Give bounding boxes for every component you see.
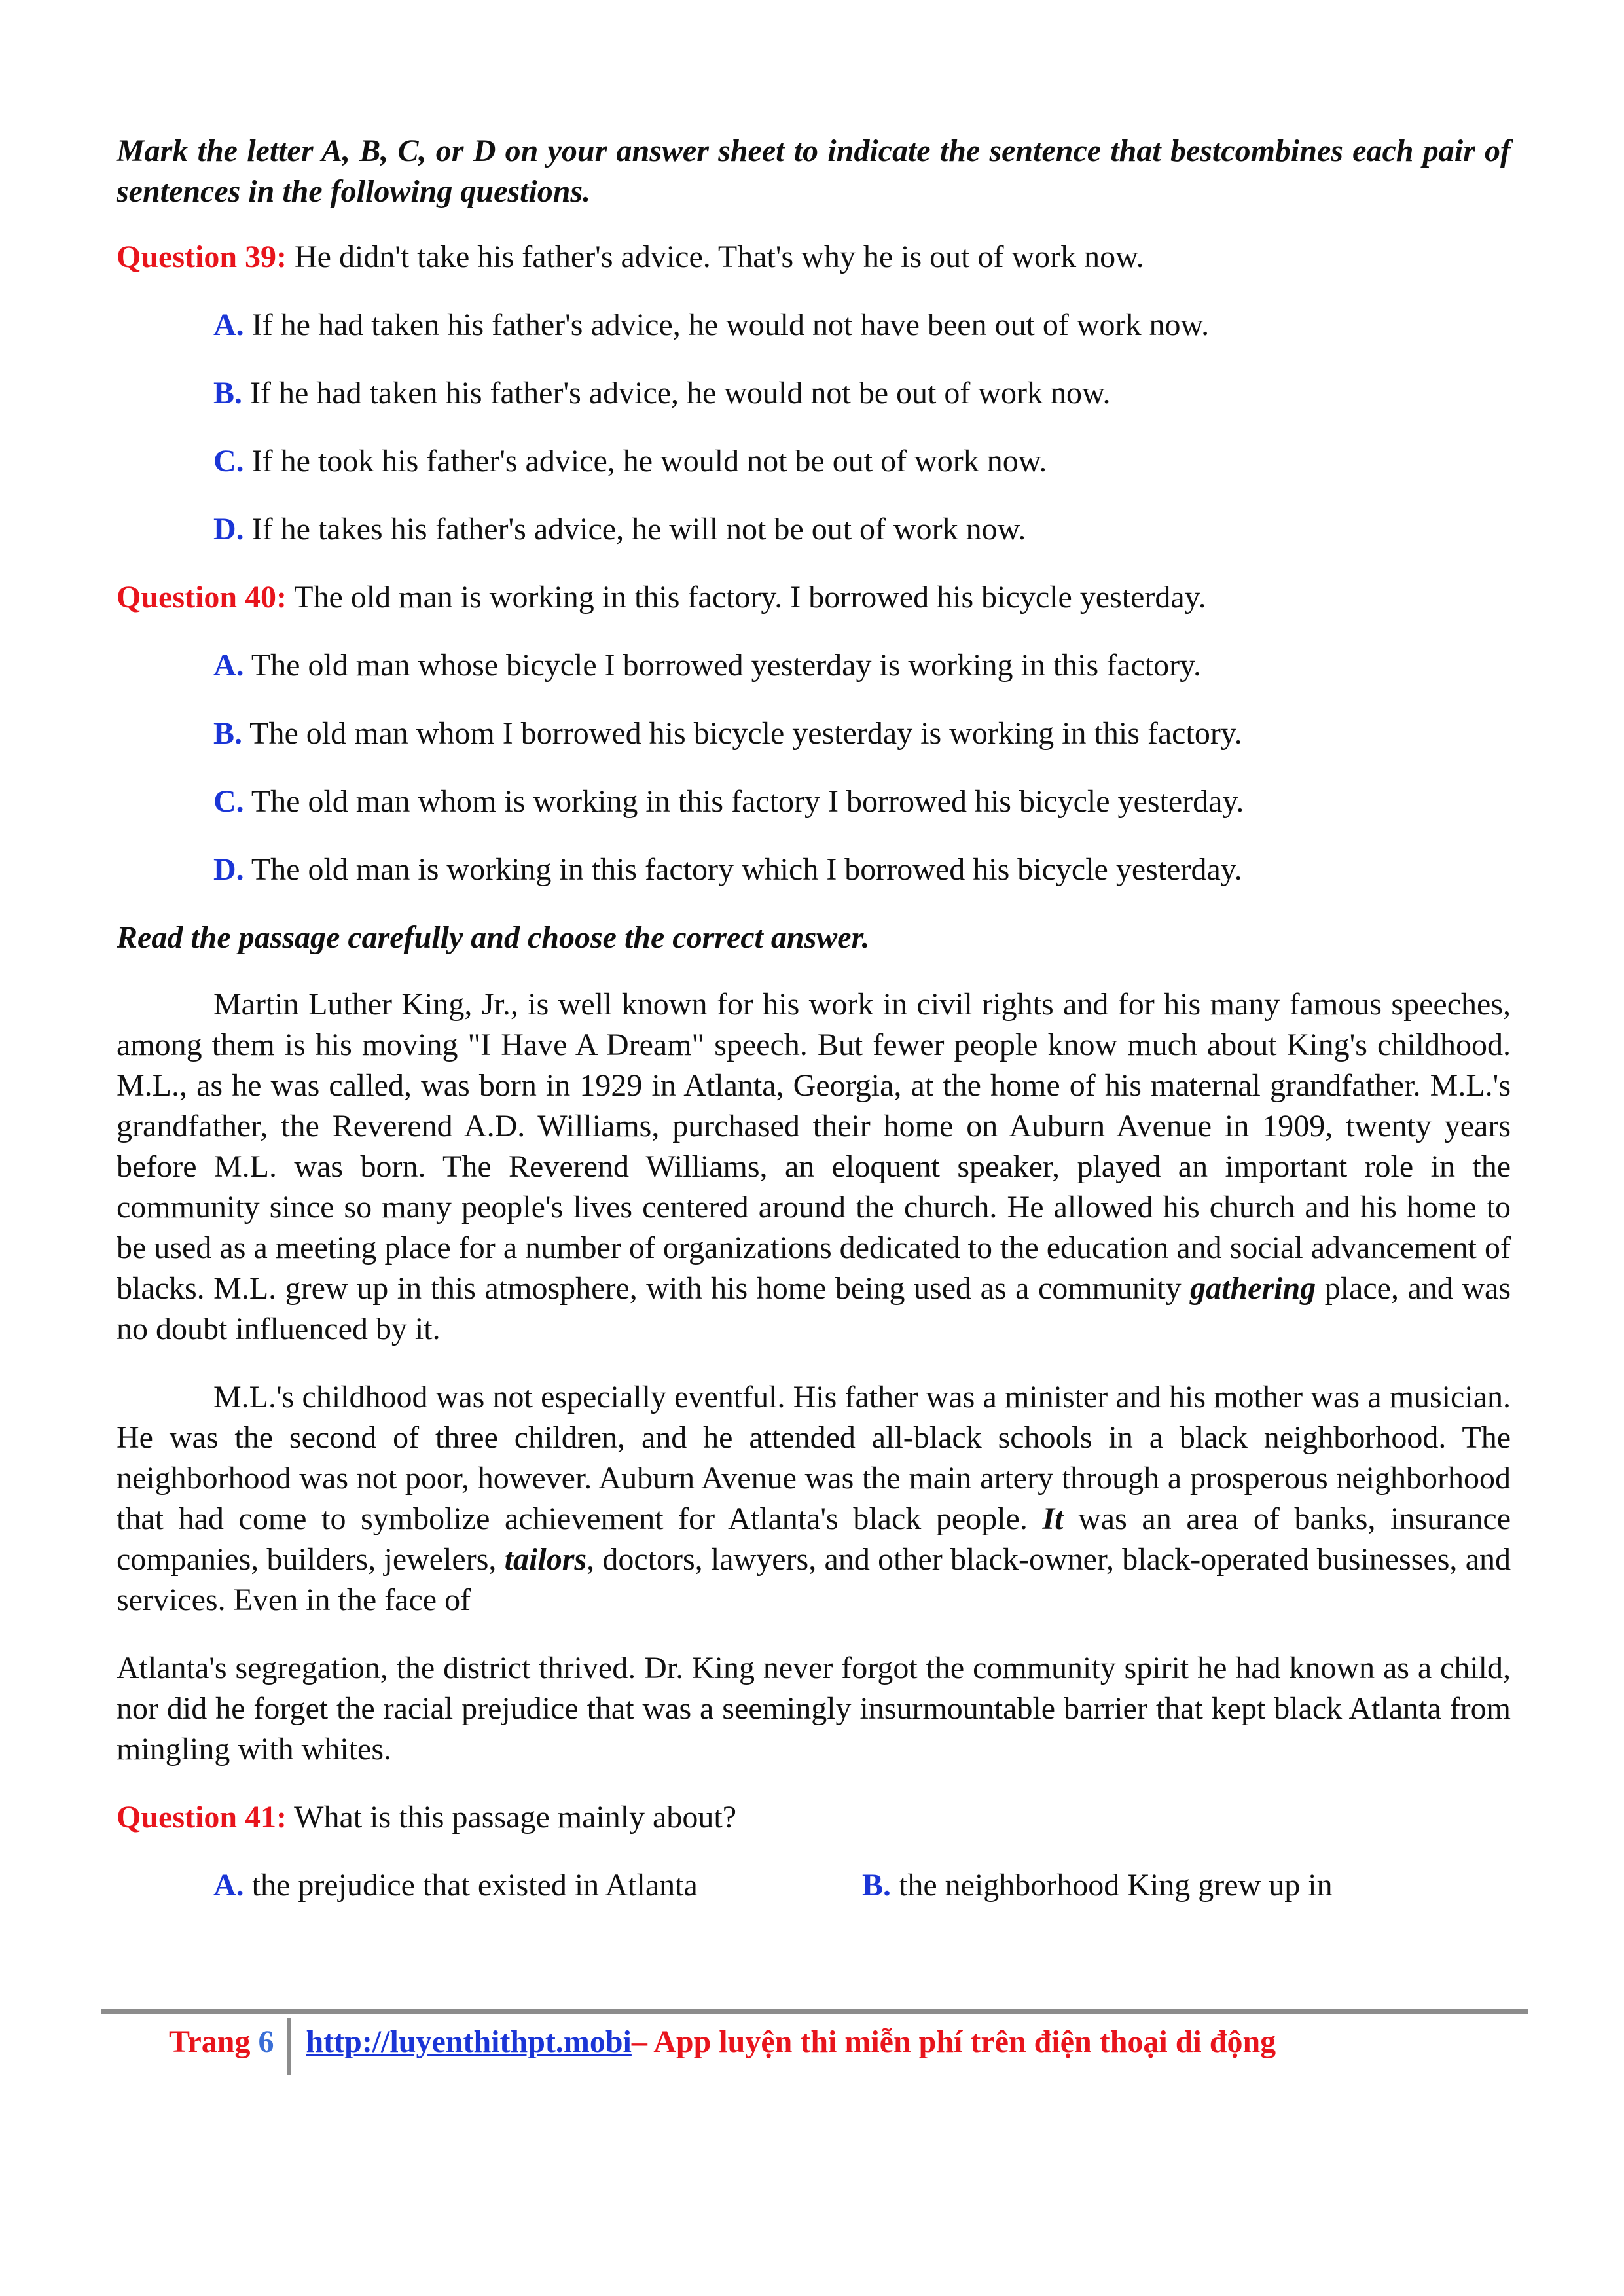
- passage-text: was an area of banks, insurance companies, builders, jewelers,: [117, 1501, 1511, 1577]
- instruction-combine: Mark the letter A, B, C, or D on your answer sheet to indicate the sentence that bestcombines each pair of sentences in the following questions.: [117, 134, 1511, 209]
- option-text: The old man whose bicycle I borrowed yesterday is working in this factory.: [251, 648, 1201, 683]
- option-letter: B.: [213, 376, 243, 410]
- passage-paragraph-2: [117, 1377, 1511, 1621]
- question-41-text: What is this passage mainly about?: [294, 1800, 736, 1835]
- q39-option-d[interactable]: [213, 509, 1511, 550]
- q41-option-b[interactable]: [862, 1865, 1511, 1906]
- q39-option-c[interactable]: [213, 441, 1511, 482]
- highlighted-word-gathering: gathering: [1190, 1271, 1316, 1306]
- option-letter: A.: [213, 648, 244, 683]
- option-letter: B.: [213, 716, 243, 751]
- footer-page-number: 6: [258, 2024, 274, 2059]
- passage-paragraph-3: Atlanta's segregation, the district thrived. Dr. King never forgot the community spirit he had known as a child, nor did he forget the racial prejudice that was a seemingly insurmountable barrier that kept black Atlanta from mingling with whites.: [117, 1651, 1511, 1767]
- question-39-label: Question 39:: [117, 240, 287, 274]
- option-letter: D.: [213, 512, 244, 547]
- q41-options-row: [213, 1865, 1511, 1906]
- option-text: The old man whom is working in this factory I borrowed his bicycle yesterday.: [251, 784, 1244, 819]
- q40-option-d[interactable]: [213, 850, 1511, 890]
- question-39: [117, 237, 1511, 278]
- footer-tagline: – App luyện thi miễn phí trên điện thoại di động: [631, 2024, 1276, 2059]
- q40-option-a[interactable]: [213, 645, 1511, 686]
- option-text: The old man whom I borrowed his bicycle yesterday is working in this factory.: [249, 716, 1242, 751]
- option-letter: C.: [213, 784, 244, 819]
- highlighted-word-it: It: [1042, 1501, 1064, 1536]
- footer-page-word: Trang: [169, 2024, 251, 2059]
- option-letter: A.: [213, 1868, 244, 1903]
- question-41: [117, 1797, 1511, 1838]
- option-text: If he took his father's advice, he would not be out of work now.: [251, 444, 1047, 478]
- passage-paragraph-1: [117, 984, 1511, 1350]
- question-40-text: The old man is working in this factory. I borrowed his bicycle yesterday.: [294, 580, 1206, 615]
- passage-text: Martin Luther King, Jr., is well known for his work in civil rights and for his many famous speeches, among them is his moving "I Have A Dream" speech. But fewer people know much about King's childhood. M.L., as he was called, was born in 1929 in Atlanta, Georgia, at the home of his maternal grandfather. M.L.'s grandfather, the Reverend A.D. Williams, purchased their home on Auburn Avenue in 1909, twenty years before M.L. was born. The Reverend Williams, an eloquent speaker, played an important role in the community since so many people's lives centered around the church. He allowed his church and his home to be used as a meeting place for a number of organizations dedicated to the education and social advancement of blacks. M.L. grew up in this atmosphere, with his home being used as a community: [117, 987, 1511, 1306]
- q40-option-b[interactable]: [213, 713, 1511, 754]
- option-letter: D.: [213, 852, 244, 887]
- question-40: [117, 577, 1511, 618]
- instruction-reading: Read the passage carefully and choose the correct answer.: [117, 920, 870, 955]
- footer-website-link[interactable]: http://luyenthithpt.mobi: [306, 2024, 632, 2059]
- option-text: the neighborhood King grew up in: [899, 1868, 1333, 1903]
- footer-separator: [287, 2018, 291, 2075]
- highlighted-word-tailors: tailors: [504, 1542, 587, 1577]
- q39-option-b[interactable]: [213, 373, 1511, 414]
- passage-text: place, and was no doubt influenced by it.: [117, 1271, 1511, 1346]
- option-text: If he had taken his father's advice, he would not have been out of work now.: [251, 308, 1210, 342]
- footer-divider: [101, 2009, 1528, 2014]
- question-41-label: Question 41:: [117, 1800, 287, 1835]
- page-footer: [169, 2018, 1276, 2064]
- passage-text: M.L.'s childhood was not especially eventful. His father was a minister and his mother was a musician. He was the second of three children, and he attended all-black schools in a black neighborhood. The neighborhood was not poor, however. Auburn Avenue was the main artery through a prosperous neighborhood that had come to symbolize achievement for Atlanta's black people.: [117, 1380, 1511, 1536]
- exam-page: [117, 131, 1511, 1906]
- q39-option-a[interactable]: [213, 305, 1511, 346]
- option-letter: C.: [213, 444, 244, 478]
- passage-text: , doctors, lawyers, and other black-owner, black-operated businesses, and services. Even in the face of: [117, 1542, 1511, 1617]
- question-40-label: Question 40:: [117, 580, 287, 615]
- question-39-text: He didn't take his father's advice. That's why he is out of work now.: [295, 240, 1144, 274]
- q41-option-a[interactable]: [213, 1865, 862, 1906]
- option-letter: B.: [862, 1868, 892, 1903]
- option-text: If he had taken his father's advice, he would not be out of work now.: [250, 376, 1111, 410]
- option-text: If he takes his father's advice, he will not be out of work now.: [251, 512, 1026, 547]
- option-letter: A.: [213, 308, 244, 342]
- q40-option-c[interactable]: [213, 781, 1511, 822]
- option-text: The old man is working in this factory which I borrowed his bicycle yesterday.: [251, 852, 1242, 887]
- option-text: the prejudice that existed in Atlanta: [251, 1868, 698, 1903]
